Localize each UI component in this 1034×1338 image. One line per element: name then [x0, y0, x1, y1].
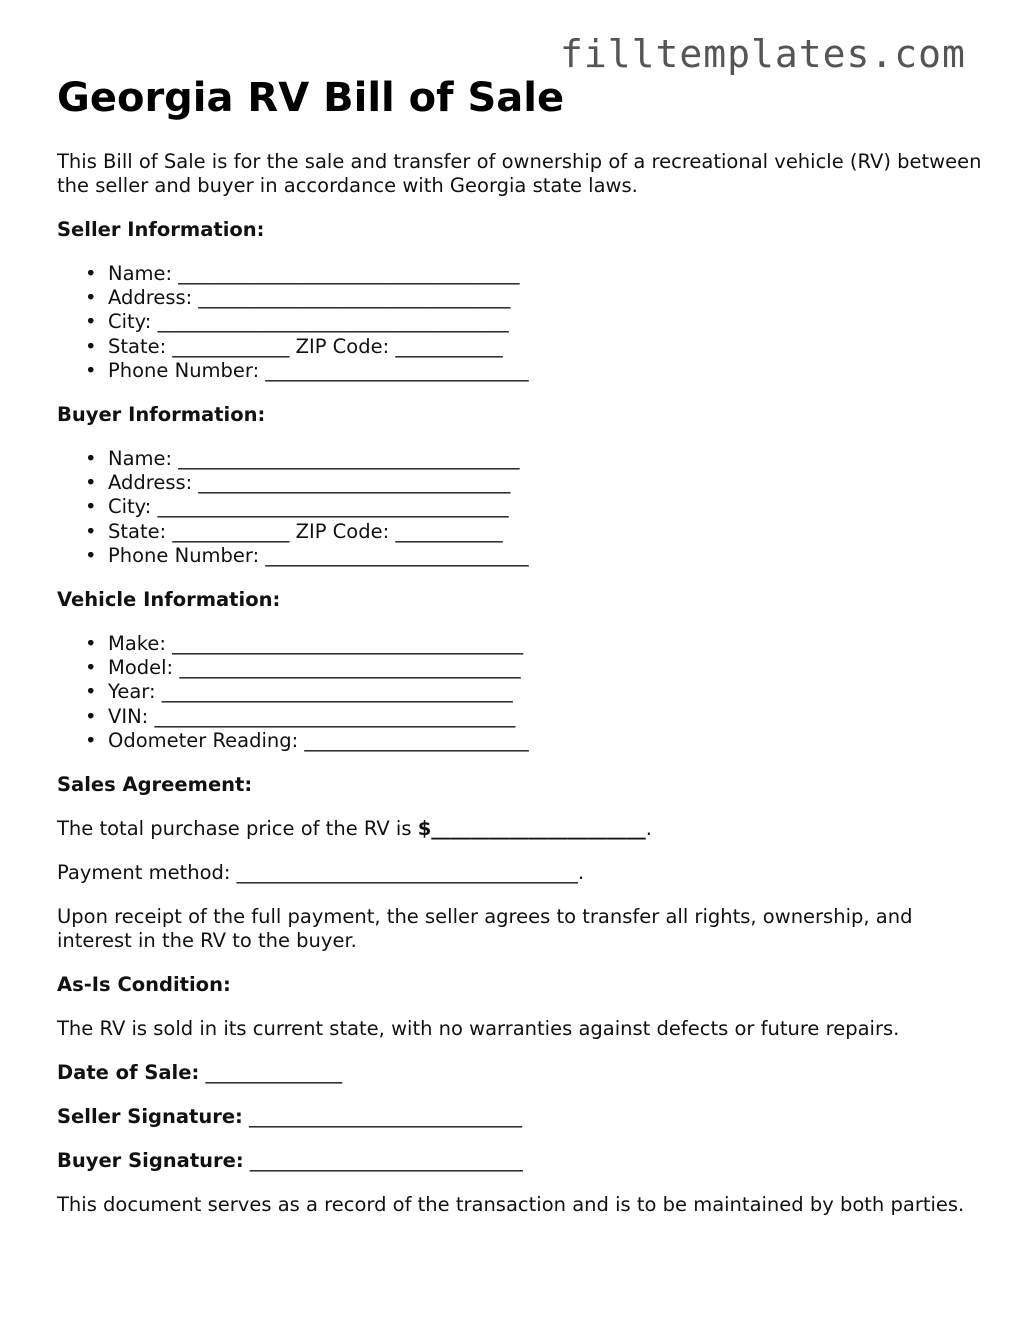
seller-address-field: • Address: ________________________________	[108, 286, 987, 310]
seller-state-zip-field: • State: ____________ ZIP Code: ___________	[108, 335, 987, 359]
seller-fields-list	[57, 262, 987, 383]
purchase-price-blank: $______________________	[417, 817, 646, 841]
intro-paragraph: This Bill of Sale is for the sale and transfer of ownership of a recreational vehicle (RV) between the seller and buyer in accordance with Georgia state laws.	[57, 150, 982, 197]
sales-section-heading: Sales Agreement:	[57, 773, 253, 797]
as-is-paragraph: The RV is sold in its current state, with no warranties against defects or future repairs.	[57, 1017, 900, 1041]
seller-signature-blank: ____________________________	[242, 1105, 523, 1129]
as-is-section-heading: As-Is Condition:	[57, 973, 231, 997]
purchase-price-line	[57, 817, 987, 841]
date-of-sale-label: Date of Sale:	[57, 1061, 200, 1085]
buyer-state-zip-field: • State: ____________ ZIP Code: ___________	[108, 520, 987, 544]
vehicle-section-heading: Vehicle Information:	[57, 588, 281, 612]
buyer-city-field: • City: ____________________________________	[108, 495, 987, 519]
buyer-section-heading: Buyer Information:	[57, 403, 266, 427]
buyer-name-field: • Name: ___________________________________	[108, 447, 987, 471]
closing-paragraph: This document serves as a record of the transaction and is to be maintained by both parties.	[57, 1193, 965, 1217]
vehicle-model-field: • Model: ___________________________________	[108, 656, 987, 680]
date-of-sale-line	[57, 1061, 987, 1085]
vehicle-fields-list	[57, 632, 987, 753]
transfer-paragraph: Upon receipt of the full payment, the seller agrees to transfer all rights, ownership, and interest in the RV to the buyer.	[57, 905, 913, 953]
vehicle-vin-field: • VIN: _____________________________________	[108, 705, 987, 729]
vehicle-odometer-field: • Odometer Reading: _______________________	[108, 729, 987, 753]
seller-city-field: • City: ____________________________________	[108, 310, 987, 334]
buyer-fields-list	[57, 447, 987, 568]
seller-name-field: • Name: ___________________________________	[108, 262, 987, 286]
buyer-signature-label: Buyer Signature:	[57, 1149, 244, 1173]
document-page	[57, 70, 987, 1217]
payment-method-line: Payment method: ___________________________________.	[57, 861, 585, 885]
buyer-signature-blank: ____________________________	[243, 1149, 523, 1173]
buyer-signature-line	[57, 1149, 987, 1173]
purchase-price-period: .	[645, 817, 652, 841]
vehicle-year-field: • Year: ____________________________________	[108, 680, 987, 704]
vehicle-make-field: • Make: ____________________________________	[108, 632, 987, 656]
buyer-phone-field: • Phone Number: ___________________________	[108, 544, 987, 568]
seller-phone-field: • Phone Number: ___________________________	[108, 359, 987, 383]
seller-signature-line	[57, 1105, 987, 1129]
page-title: Georgia RV Bill of Sale	[57, 75, 565, 121]
date-of-sale-blank: ______________	[199, 1061, 342, 1085]
purchase-price-text: The total purchase price of the RV is	[57, 817, 418, 841]
watermark: filltemplates.com	[560, 32, 966, 76]
buyer-address-field: • Address: ________________________________	[108, 471, 987, 495]
seller-section-heading: Seller Information:	[57, 218, 265, 241]
seller-signature-label: Seller Signature:	[57, 1105, 243, 1129]
